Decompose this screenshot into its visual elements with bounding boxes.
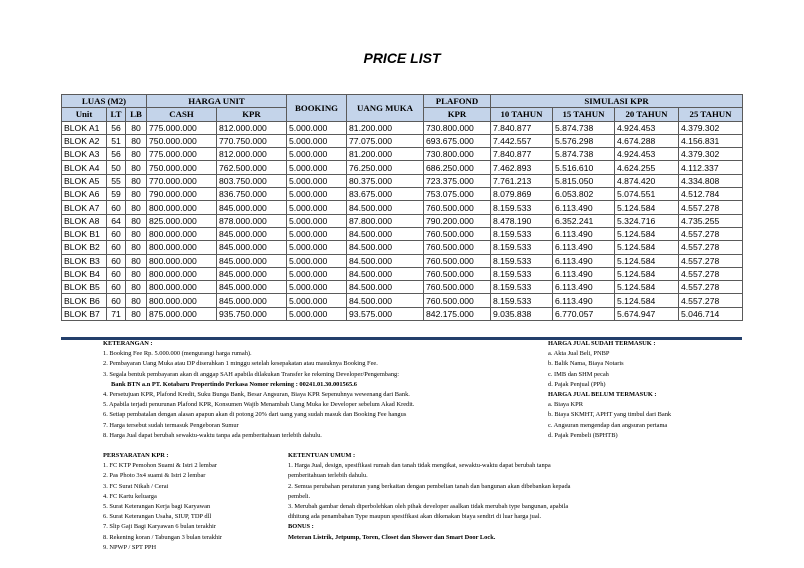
- termasuk-item: b. Balik Nama, Biaya Notaris: [548, 360, 624, 368]
- cell-25-tahun: 4.557.278: [679, 281, 743, 294]
- cell-plafond: 760.500.000: [424, 254, 491, 267]
- persyaratan-item: 7. Slip Gaji Bagi Karyawan 6 bulan terakhir: [103, 523, 216, 531]
- cell-kpr: 812.000.000: [217, 148, 287, 161]
- cell-20-tahun: 5.674.947: [615, 307, 679, 320]
- keterangan-item: 8. Harga Jual dapat berubah sewaktu-waktu tanpa ada pemberitahuan terlebih dahulu.: [103, 431, 322, 439]
- keterangan-item: 5. Apabila terjadi penurunan Plafond KPR, Konsumen Wajib Menambah Uang Muka ke Developer sebelum Akad Kredit.: [103, 401, 415, 409]
- table-row: [62, 121, 743, 134]
- keterangan-item: 6. Setiap pembatalan dengan alasan apapun akan di potong 20% dari uang yang sudah masuk dan Booking Fee hangus: [103, 411, 407, 419]
- cell-cash: 825.000.000: [147, 214, 217, 227]
- cell-25-tahun: 4.557.278: [679, 241, 743, 254]
- cell-25-tahun: 4.512.784: [679, 188, 743, 201]
- cell-uang-muka: 87.800.000: [347, 214, 424, 227]
- cell-plafond: 760.500.000: [424, 267, 491, 280]
- bonus-title: BONUS :: [288, 523, 314, 531]
- cell-lt: 60: [107, 227, 126, 240]
- cell-lb: 80: [126, 281, 147, 294]
- cell-kpr: 770.750.000: [217, 134, 287, 147]
- harga-termasuk-title: HARGA JUAL SUDAH TERMASUK :: [548, 340, 656, 347]
- cell-plafond: 686.250.000: [424, 161, 491, 174]
- ketentuan-title: KETENTUAN UMUM :: [288, 452, 356, 459]
- cell-cash: 800.000.000: [147, 281, 217, 294]
- cell-lb: 80: [126, 188, 147, 201]
- cell-lb: 80: [126, 174, 147, 187]
- cell-booking: 5.000.000: [287, 281, 347, 294]
- cell-unit: BLOK A7: [62, 201, 107, 214]
- cell-kpr: 845.000.000: [217, 241, 287, 254]
- cell-lb: 80: [126, 121, 147, 134]
- cell-15-tahun: 6.113.490: [553, 294, 615, 307]
- table-row: [62, 148, 743, 161]
- cell-20-tahun: 5.124.584: [615, 294, 679, 307]
- cell-plafond: 753.075.000: [424, 188, 491, 201]
- cell-lb: 80: [126, 267, 147, 280]
- cell-unit: BLOK B1: [62, 227, 107, 240]
- header-plafond-kpr: KPR: [424, 108, 491, 121]
- header-cash: CASH: [147, 108, 217, 121]
- keterangan-item: 3. Segala bentuk pembayaran akan di anggap SAH apabila dilakukan Transfer ke rekening Developer/Pengembang:: [103, 370, 400, 378]
- cell-lt: 56: [107, 148, 126, 161]
- cell-kpr: 803.750.000: [217, 174, 287, 187]
- table-row: [62, 201, 743, 214]
- persyaratan-section: [103, 451, 222, 553]
- cell-plafond: 723.375.000: [424, 174, 491, 187]
- cell-unit: BLOK A2: [62, 134, 107, 147]
- cell-unit: BLOK B2: [62, 241, 107, 254]
- cell-10-tahun: 8.159.533: [491, 267, 553, 280]
- cell-lt: 60: [107, 294, 126, 307]
- cell-10-tahun: 7.442.557: [491, 134, 553, 147]
- persyaratan-item: 5. Surat Keterangan Kerja bagi Karyawan: [103, 503, 211, 511]
- cell-25-tahun: 4.334.808: [679, 174, 743, 187]
- ketentuan-section: [288, 451, 571, 543]
- keterangan-section: [103, 339, 414, 441]
- cell-15-tahun: 5.815.050: [553, 174, 615, 187]
- cell-10-tahun: 7.840.877: [491, 148, 553, 161]
- ketentuan-item: pembeli.: [288, 492, 311, 500]
- cell-25-tahun: 5.046.714: [679, 307, 743, 320]
- cell-booking: 5.000.000: [287, 201, 347, 214]
- cell-booking: 5.000.000: [287, 214, 347, 227]
- persyaratan-item: 1. FC KTP Pemohon Suami & Istri 2 lembar: [103, 462, 217, 470]
- cell-25-tahun: 4.156.831: [679, 134, 743, 147]
- cell-15-tahun: 6.113.490: [553, 281, 615, 294]
- cell-kpr: 845.000.000: [217, 267, 287, 280]
- cell-unit: BLOK B4: [62, 267, 107, 280]
- cell-10-tahun: 8.159.533: [491, 294, 553, 307]
- cell-uang-muka: 76.250.000: [347, 161, 424, 174]
- persyaratan-item: 6. Surat Keterangan Usaha, SIUP, TDP dll: [103, 513, 212, 521]
- cell-10-tahun: 8.159.533: [491, 281, 553, 294]
- header-lt: LT: [107, 108, 126, 121]
- cell-cash: 800.000.000: [147, 227, 217, 240]
- cell-plafond: 693.675.000: [424, 134, 491, 147]
- cell-10-tahun: 7.462.893: [491, 161, 553, 174]
- cell-10-tahun: 8.079.869: [491, 188, 553, 201]
- cell-20-tahun: 5.124.584: [615, 254, 679, 267]
- cell-cash: 800.000.000: [147, 267, 217, 280]
- cell-15-tahun: 5.874.738: [553, 121, 615, 134]
- header-20-tahun: 20 TAHUN: [615, 108, 679, 121]
- page-title: PRICE LIST: [363, 50, 441, 66]
- cell-plafond: 760.500.000: [424, 281, 491, 294]
- cell-plafond: 760.500.000: [424, 201, 491, 214]
- cell-unit: BLOK A1: [62, 121, 107, 134]
- cell-cash: 770.000.000: [147, 174, 217, 187]
- cell-uang-muka: 84.500.000: [347, 294, 424, 307]
- cell-lb: 80: [126, 254, 147, 267]
- header-kpr: KPR: [217, 108, 287, 121]
- table-row: [62, 134, 743, 147]
- header-simulasi-kpr: SIMULASI KPR: [491, 95, 743, 108]
- cell-25-tahun: 4.557.278: [679, 227, 743, 240]
- cell-25-tahun: 4.379.302: [679, 121, 743, 134]
- cell-15-tahun: 6.770.057: [553, 307, 615, 320]
- cell-cash: 800.000.000: [147, 254, 217, 267]
- cell-booking: 5.000.000: [287, 161, 347, 174]
- cell-plafond: 730.800.000: [424, 148, 491, 161]
- cell-uang-muka: 84.500.000: [347, 201, 424, 214]
- cell-unit: BLOK B3: [62, 254, 107, 267]
- cell-cash: 775.000.000: [147, 148, 217, 161]
- cell-kpr: 836.750.000: [217, 188, 287, 201]
- cell-booking: 5.000.000: [287, 267, 347, 280]
- cell-lt: 71: [107, 307, 126, 320]
- cell-lb: 80: [126, 161, 147, 174]
- cell-kpr: 845.000.000: [217, 254, 287, 267]
- belum-item: a. Biaya KPR: [548, 401, 583, 409]
- cell-unit: BLOK A4: [62, 161, 107, 174]
- cell-25-tahun: 4.557.278: [679, 267, 743, 280]
- cell-booking: 5.000.000: [287, 241, 347, 254]
- cell-kpr: 812.000.000: [217, 121, 287, 134]
- cell-booking: 5.000.000: [287, 121, 347, 134]
- keterangan-item: 2. Pembayaran Uang Muka atau DP diserahkan 1 minggu setelah kesepakatan atau masuknya Booking Fee.: [103, 360, 378, 368]
- cell-cash: 800.000.000: [147, 241, 217, 254]
- cell-15-tahun: 6.113.490: [553, 241, 615, 254]
- cell-25-tahun: 4.557.278: [679, 201, 743, 214]
- ketentuan-item: pemberitahuan terlebih dahulu.: [288, 472, 368, 480]
- termasuk-item: d. Pajak Penjual (PPh): [548, 380, 606, 388]
- cell-lt: 51: [107, 134, 126, 147]
- cell-unit: BLOK B5: [62, 281, 107, 294]
- cell-lb: 80: [126, 214, 147, 227]
- harga-termasuk-section: [548, 339, 671, 441]
- belum-item: c. Angsuran mengendap dan angsuran pertama: [548, 421, 668, 429]
- persyaratan-item: 3. FC Surat Nikah / Cerai: [103, 482, 169, 490]
- ketentuan-item: 2. Semua perubahan peraturan yang berkaitan dengan pembelian tanah dan bangunan akan dibebankan kepada: [288, 482, 571, 490]
- cell-25-tahun: 4.379.302: [679, 148, 743, 161]
- keterangan-item: Bank BTN a.n PT. Kotabaru Propertindo Perkasa Nomor rekening : 00241.01.30.001565.6: [111, 380, 357, 388]
- cell-cash: 875.000.000: [147, 307, 217, 320]
- cell-booking: 5.000.000: [287, 254, 347, 267]
- cell-kpr: 845.000.000: [217, 227, 287, 240]
- cell-plafond: 790.200.000: [424, 214, 491, 227]
- cell-uang-muka: 80.375.000: [347, 174, 424, 187]
- cell-unit: BLOK A3: [62, 148, 107, 161]
- cell-cash: 800.000.000: [147, 201, 217, 214]
- header-booking: BOOKING: [287, 95, 347, 122]
- belum-item: d. Pajak Pembeli (BPHTB): [548, 431, 618, 439]
- cell-15-tahun: 6.113.490: [553, 201, 615, 214]
- cell-25-tahun: 4.557.278: [679, 254, 743, 267]
- cell-lt: 64: [107, 214, 126, 227]
- cell-20-tahun: 4.924.453: [615, 121, 679, 134]
- cell-15-tahun: 6.113.490: [553, 267, 615, 280]
- header-uang-muka: UANG MUKA: [347, 95, 424, 122]
- cell-cash: 750.000.000: [147, 161, 217, 174]
- cell-25-tahun: 4.557.278: [679, 294, 743, 307]
- cell-booking: 5.000.000: [287, 307, 347, 320]
- cell-lt: 56: [107, 121, 126, 134]
- cell-plafond: 760.500.000: [424, 227, 491, 240]
- cell-cash: 800.000.000: [147, 294, 217, 307]
- table-row: [62, 254, 743, 267]
- cell-15-tahun: 6.113.490: [553, 227, 615, 240]
- cell-25-tahun: 4.735.255: [679, 214, 743, 227]
- cell-20-tahun: 4.924.453: [615, 148, 679, 161]
- cell-lb: 80: [126, 134, 147, 147]
- cell-kpr: 762.500.000: [217, 161, 287, 174]
- cell-10-tahun: 8.159.533: [491, 254, 553, 267]
- persyaratan-item: 4. FC Kartu keluarga: [103, 492, 157, 500]
- cell-kpr: 935.750.000: [217, 307, 287, 320]
- cell-kpr: 878.000.000: [217, 214, 287, 227]
- table-row: [62, 174, 743, 187]
- bonus-text: Meteran Listrik, Jetpump, Toren, Closet dan Shower dan Smart Door Lock.: [288, 533, 496, 541]
- cell-cash: 775.000.000: [147, 121, 217, 134]
- persyaratan-title: PERSYARATAN KPR :: [103, 452, 169, 459]
- cell-uang-muka: 81.200.000: [347, 121, 424, 134]
- cell-plafond: 760.500.000: [424, 241, 491, 254]
- cell-lt: 60: [107, 201, 126, 214]
- ketentuan-item: dihitung ada penambahan Type maupun spesifikasi akan dikenakan biaya sendiri di luar harga jual.: [288, 513, 542, 521]
- cell-15-tahun: 6.113.490: [553, 254, 615, 267]
- cell-uang-muka: 84.500.000: [347, 227, 424, 240]
- persyaratan-item: 2. Pas Photo 3x4 suami & Istri 2 lembar: [103, 472, 206, 480]
- price-table-body: [62, 121, 743, 320]
- table-row: [62, 214, 743, 227]
- cell-booking: 5.000.000: [287, 294, 347, 307]
- cell-lb: 80: [126, 307, 147, 320]
- cell-20-tahun: 4.874.420: [615, 174, 679, 187]
- cell-cash: 790.000.000: [147, 188, 217, 201]
- cell-plafond: 842.175.000: [424, 307, 491, 320]
- cell-lt: 50: [107, 161, 126, 174]
- cell-lt: 59: [107, 188, 126, 201]
- cell-10-tahun: 7.761.213: [491, 174, 553, 187]
- cell-15-tahun: 5.516.610: [553, 161, 615, 174]
- cell-15-tahun: 6.053.802: [553, 188, 615, 201]
- cell-booking: 5.000.000: [287, 227, 347, 240]
- cell-10-tahun: 8.159.533: [491, 227, 553, 240]
- cell-cash: 750.000.000: [147, 134, 217, 147]
- persyaratan-item: 8. Rekening koran / Tabungan 3 bulan terakhir: [103, 533, 223, 541]
- cell-unit: BLOK A6: [62, 188, 107, 201]
- cell-lb: 80: [126, 241, 147, 254]
- cell-25-tahun: 4.112.337: [679, 161, 743, 174]
- cell-uang-muka: 83.675.000: [347, 188, 424, 201]
- cell-plafond: 760.500.000: [424, 294, 491, 307]
- cell-10-tahun: 8.159.533: [491, 241, 553, 254]
- cell-15-tahun: 6.352.241: [553, 214, 615, 227]
- cell-booking: 5.000.000: [287, 188, 347, 201]
- cell-booking: 5.000.000: [287, 134, 347, 147]
- table-row: [62, 241, 743, 254]
- cell-kpr: 845.000.000: [217, 201, 287, 214]
- cell-20-tahun: 5.124.584: [615, 241, 679, 254]
- keterangan-title: KETERANGAN :: [103, 340, 153, 347]
- cell-20-tahun: 4.674.288: [615, 134, 679, 147]
- cell-booking: 5.000.000: [287, 174, 347, 187]
- cell-20-tahun: 5.124.584: [615, 281, 679, 294]
- cell-20-tahun: 5.124.584: [615, 227, 679, 240]
- persyaratan-item: 9. NPWP / SPT PPH: [103, 543, 157, 551]
- cell-20-tahun: 5.324.716: [615, 214, 679, 227]
- cell-lt: 60: [107, 254, 126, 267]
- price-table: [61, 94, 743, 321]
- cell-unit: BLOK B6: [62, 294, 107, 307]
- keterangan-item: 1. Booking Fee Rp. 5.000.000 (mengurangi harga rumah).: [103, 350, 252, 358]
- header-plafond: PLAFOND: [424, 95, 491, 108]
- termasuk-item: c. IMB dan SHM pecah: [548, 370, 609, 378]
- table-row: [62, 307, 743, 320]
- cell-lb: 80: [126, 201, 147, 214]
- header-lb: LB: [126, 108, 147, 121]
- cell-uang-muka: 77.075.000: [347, 134, 424, 147]
- cell-10-tahun: 8.478.190: [491, 214, 553, 227]
- table-row: [62, 281, 743, 294]
- header-luas: LUAS (M2): [62, 95, 147, 108]
- table-row: [62, 188, 743, 201]
- cell-lb: 80: [126, 294, 147, 307]
- cell-lt: 60: [107, 281, 126, 294]
- table-row: [62, 267, 743, 280]
- cell-10-tahun: 8.159.533: [491, 201, 553, 214]
- cell-kpr: 845.000.000: [217, 294, 287, 307]
- table-row: [62, 161, 743, 174]
- keterangan-item: 4. Persetujuan KPR, Plafond Kredit, Suku Bunga Bank, Besar Angsuran, Biaya KPR Sepenuhnya wewenang dari Bank.: [103, 391, 410, 399]
- header-harga-unit: HARGA UNIT: [147, 95, 287, 108]
- cell-20-tahun: 5.124.584: [615, 267, 679, 280]
- cell-kpr: 845.000.000: [217, 281, 287, 294]
- cell-uang-muka: 84.500.000: [347, 241, 424, 254]
- belum-item: b. Biaya SKMHT, APHT yang timbul dari Bank: [548, 411, 672, 419]
- table-row: [62, 294, 743, 307]
- cell-20-tahun: 4.624.255: [615, 161, 679, 174]
- cell-unit: BLOK A8: [62, 214, 107, 227]
- cell-10-tahun: 9.035.838: [491, 307, 553, 320]
- header-10-tahun: 10 TAHUN: [491, 108, 553, 121]
- cell-uang-muka: 81.200.000: [347, 148, 424, 161]
- ketentuan-item: 3. Merubah gambar denah diperbolehkan oleh pihak developer asalkan tidak merubah type bangunan, apabila: [288, 503, 569, 511]
- cell-uang-muka: 84.500.000: [347, 254, 424, 267]
- cell-uang-muka: 93.575.000: [347, 307, 424, 320]
- cell-10-tahun: 7.840.877: [491, 121, 553, 134]
- termasuk-item: a. Akta Jual Beli, PNBP: [548, 350, 610, 358]
- cell-lb: 80: [126, 148, 147, 161]
- ketentuan-item: 1. Harga Jual, design, spesifikasi rumah dan tanah tidak mengikat, sewaktu-waktu dapat berubah tanpa: [288, 462, 551, 470]
- cell-lt: 60: [107, 241, 126, 254]
- cell-15-tahun: 5.874.738: [553, 148, 615, 161]
- cell-lt: 60: [107, 267, 126, 280]
- cell-15-tahun: 5.576.298: [553, 134, 615, 147]
- cell-20-tahun: 5.074.551: [615, 188, 679, 201]
- header-25-tahun: 25 TAHUN: [679, 108, 743, 121]
- header-15-tahun: 15 TAHUN: [553, 108, 615, 121]
- keterangan-item: 7. Harga tersebut sudah termasuk Pengeboran Sumur: [103, 421, 239, 429]
- cell-lb: 80: [126, 227, 147, 240]
- table-row: [62, 227, 743, 240]
- harga-belum-title: HARGA JUAL BELUM TERMASUK :: [548, 391, 657, 399]
- cell-20-tahun: 5.124.584: [615, 201, 679, 214]
- cell-uang-muka: 84.500.000: [347, 281, 424, 294]
- cell-lt: 55: [107, 174, 126, 187]
- cell-booking: 5.000.000: [287, 148, 347, 161]
- header-unit: Unit: [62, 108, 107, 121]
- cell-plafond: 730.800.000: [424, 121, 491, 134]
- cell-unit: BLOK B7: [62, 307, 107, 320]
- cell-unit: BLOK A5: [62, 174, 107, 187]
- cell-uang-muka: 84.500.000: [347, 267, 424, 280]
